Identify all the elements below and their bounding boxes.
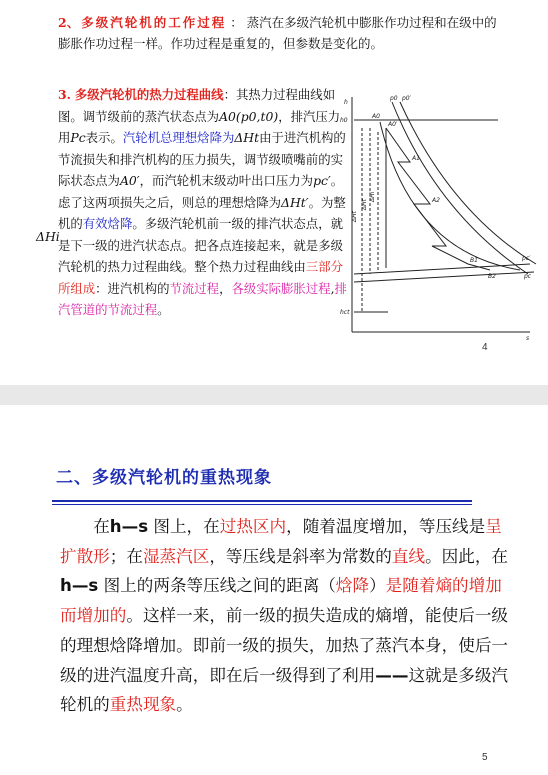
page-number: 4 [482, 342, 488, 353]
section-number: 3. [58, 87, 71, 102]
highlight-throttling: 节流过程 [169, 280, 220, 296]
math-delta-ht-prime: ΔHt′ [281, 194, 309, 210]
math-pc: Pc [70, 130, 86, 145]
label-p0-prime: p0′ [402, 95, 411, 102]
text-run: 这就是多级汽轮机的 [60, 665, 509, 715]
text-run: 。因此，在 [425, 546, 509, 566]
label-h-axis: h [344, 99, 348, 106]
highlight-increases-with-entropy: 是随着熵的增加而增加的 [60, 576, 502, 626]
colon: ： [226, 15, 247, 30]
text-run: ；在 [109, 546, 143, 566]
label-a1: A1 [412, 155, 420, 162]
slide-4 [0, 0, 548, 385]
isobar-p0-prime [400, 102, 536, 264]
text-run: 表示。 [85, 130, 123, 145]
section-heading: 、多级汽轮机的工作过程 [66, 15, 227, 30]
math-a0: A0(p0,t0) [219, 108, 279, 124]
label-delta-hi: ΔHi [369, 191, 376, 202]
math-a0-prime: A0′ [119, 173, 140, 188]
section-3-paragraph [58, 84, 348, 321]
text-run: 。多级汽轮机前一级的排汽状态点，就是下一级的进汽状态点。把各点连接起来，就是多级汽轮机的热力过程曲线。整个热力过程曲线由 [58, 216, 343, 274]
text-run: ） [369, 576, 386, 596]
text-run: ，随着温度增加，等压线是 [286, 517, 486, 536]
highlight-reheat-phenomenon: 重热现象 [109, 695, 177, 715]
highlight-exhaust-throttling: 排汽管道的节流过程 [58, 280, 347, 317]
label-a2: A2 [432, 197, 440, 204]
text-run: 。 [157, 302, 170, 317]
label-h0: h0 [340, 117, 348, 124]
page-number: 5 [482, 752, 488, 763]
heading-underline-thin [52, 504, 472, 505]
section-number: 2 [58, 15, 67, 30]
highlight-total-ideal-enthalpy: 汽轮机总理想焓降为 [122, 130, 235, 145]
reheat-paragraph [60, 512, 514, 720]
hs-process-diagram [340, 92, 540, 342]
text-run: 为整机的 [58, 194, 346, 231]
heading-underline-thick [52, 500, 472, 502]
highlight-effective-enthalpy: 有效焓降 [82, 216, 133, 231]
label-p0: p0 [390, 95, 398, 102]
math-delta-ht: ΔHt [234, 130, 260, 145]
label-b1: B1 [470, 257, 478, 264]
label-pc: pc [524, 273, 532, 280]
label-b2: B2 [488, 273, 496, 280]
highlight-diverging: 呈扩散形 [60, 517, 502, 566]
text-run: 由于进汽机构的节流损失和排汽机构的压力损失，调节级喷嘴前的实际状态点为 [58, 130, 346, 188]
text-run: 。这样一来，前一级的损失造成的熵增，能使后一级的理想焓降增加。即前一级的损失，加热了蒸汽本身，使后一级的进汽温度升高，即在后一级得到了利用 [60, 606, 509, 685]
text-run: , [330, 280, 335, 296]
hs-diagram-term: h—s [60, 576, 99, 596]
text-run: 。 [176, 695, 193, 715]
highlight-superheated: 过热区内 [219, 517, 287, 536]
text-run: ，而汽轮机末级动叶出口压力为 [139, 173, 314, 188]
section-text: 蒸汽在多级汽轮机中膨胀作功过程和在级中的膨胀作功过程一样。作功过程是重复的，但参数是变化的。 [58, 15, 497, 51]
text-run: ：其热力过程曲线如图。调节级前的蒸汽状态点为 [58, 87, 336, 124]
label-delta-ht: ΔHt [351, 211, 358, 222]
highlight-straight-line: 直线 [391, 546, 426, 566]
em-dash: —— [375, 665, 409, 685]
section-heading: 多级汽轮机的热力过程曲线 [74, 87, 224, 102]
text-run: 。虑了这两项损失之后，则总的理想焓降为 [58, 173, 344, 210]
label-a0: A0 [372, 113, 380, 120]
text-run: ，排汽压力用 [58, 108, 341, 145]
text-run: ：进汽机构的 [95, 280, 170, 296]
slide-separator [0, 385, 548, 405]
slide-heading: 二、多级汽轮机的重热现象 [56, 468, 272, 488]
text-run: 。 [308, 194, 321, 210]
hs-diagram-term: h—s [109, 517, 149, 536]
label-delta-ht-prime: ΔHt′ [361, 197, 368, 210]
highlight-enthalpy-drop: 焓降 [335, 576, 370, 596]
isobar-pc [354, 264, 530, 274]
section-2-paragraph [58, 12, 506, 54]
text-run: ，等压线是斜率为常数的 [209, 546, 392, 566]
highlight-stage-expansion: 各级实际膨胀过程 [231, 280, 331, 296]
math-delta-hi: ΔHi [36, 229, 60, 244]
process-curve [380, 122, 520, 270]
isobar-pc-prime [354, 272, 534, 282]
math-pc-prime: pc′ [313, 173, 331, 188]
highlight-wet-steam: 湿蒸汽区 [142, 546, 210, 566]
text-run: ， [219, 280, 232, 296]
text-run: 在 [93, 517, 110, 536]
text-run: 图上的两条等压线之间的距离（ [98, 576, 336, 596]
label-s-axis: s [526, 335, 530, 342]
label-pc-prime: pc′ [522, 255, 531, 262]
label-hct: hct [340, 309, 350, 316]
label-a0-prime: A0′ [388, 121, 398, 128]
text-run: 图上，在 [148, 517, 220, 536]
highlight-three-parts: 三部分所组成 [58, 259, 343, 296]
